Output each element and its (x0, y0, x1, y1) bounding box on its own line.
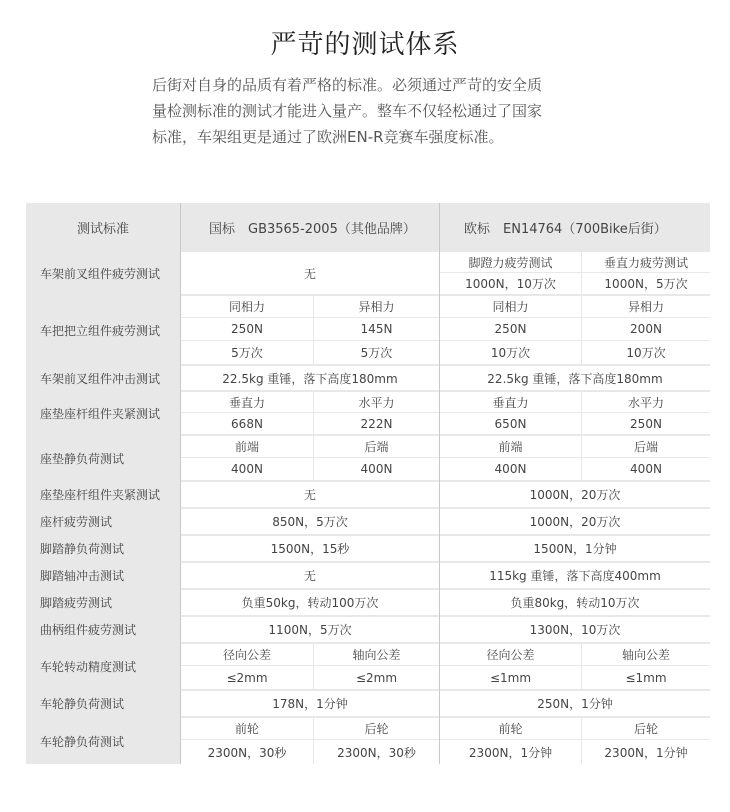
table-cell: 负重50kg，转动100万次 (181, 590, 439, 615)
table-cell: 400N (314, 458, 439, 480)
table-cell: ≤2mm (181, 666, 313, 689)
table-cell: 668N (181, 413, 313, 434)
table-subheader: 轴向公差 (582, 644, 710, 665)
intro-line: 后街对自身的品质有着严格的标准。必须通过严苛的安全质 (152, 76, 543, 94)
table-subheader: 垂直力 (181, 392, 313, 412)
row-label: 座垫座杆组件夹紧测试 (26, 482, 180, 507)
intro-line: 标准，车架组更是通过了欧洲EN-R竞赛车强度标准。 (152, 128, 504, 146)
row-label: 曲柄组件疲劳测试 (26, 617, 180, 642)
table-cell: 250N (181, 318, 313, 340)
table-subheader: 后端 (314, 436, 439, 457)
table-subheader: 径向公差 (440, 644, 581, 665)
table-subheader: 水平力 (314, 392, 439, 412)
table-subheader: 垂直力 (440, 392, 581, 412)
table-subheader: 前轮 (440, 718, 581, 739)
table-subheader: 前端 (440, 436, 581, 457)
table-cell: 250N (582, 413, 710, 434)
table-subheader: 垂直力疲劳测试 (582, 252, 710, 272)
table-cell: 1000N，20万次 (440, 509, 710, 534)
row-label: 车把把立组件疲劳测试 (26, 296, 180, 364)
row-label: 座垫座杆组件夹紧测试 (26, 392, 180, 434)
table-cell: 5万次 (314, 341, 439, 364)
table-cell: ≤1mm (582, 666, 710, 689)
table-cell: 2300N，1分钟 (440, 740, 581, 764)
table-subheader: 异相力 (582, 296, 710, 317)
header-gb-standard: 国标 GB3565-2005（其他品牌） (181, 203, 439, 252)
table-subheader: 前端 (181, 436, 313, 457)
header-test-standard: 测试标准 (26, 203, 180, 252)
table-cell: 1000N，20万次 (440, 482, 710, 507)
table-cell: 650N (440, 413, 581, 434)
table-cell: 400N (582, 458, 710, 480)
row-label: 车轮转动精度测试 (26, 644, 180, 689)
table-cell: 2300N，30秒 (181, 740, 313, 764)
table-cell: 850N，5万次 (181, 509, 439, 534)
table-cell: ≤1mm (440, 666, 581, 689)
table-cell: 1000N，5万次 (582, 273, 710, 294)
table-cell: 2300N，1分钟 (582, 740, 710, 764)
test-standards-table (26, 203, 710, 764)
table-cell: 1500N，1分钟 (440, 536, 710, 561)
row-label: 座垫静负荷测试 (26, 436, 180, 480)
row-label: 脚踏疲劳测试 (26, 590, 180, 615)
intro-line: 量检测标准的测试才能进入量产。整车不仅轻松通过了国家 (152, 102, 543, 120)
page-title: 严苛的测试体系 (270, 30, 460, 60)
table-cell: 1100N，5万次 (181, 617, 439, 642)
table-subheader: 后轮 (314, 718, 439, 739)
table-subheader: 后端 (582, 436, 710, 457)
table-cell: 1000N，10万次 (440, 273, 581, 294)
table-subheader: 同相力 (181, 296, 313, 317)
table-cell: 无 (181, 482, 439, 507)
table-subheader: 异相力 (314, 296, 439, 317)
table-cell: 5万次 (181, 341, 313, 364)
table-cell: 1500N，15秒 (181, 536, 439, 561)
table-cell: 10万次 (440, 341, 581, 364)
table-cell: 22.5kg 重锤，落下高度180mm (181, 366, 439, 390)
table-subheader: 水平力 (582, 392, 710, 412)
table-cell: 400N (181, 458, 313, 480)
table-cell: 400N (440, 458, 581, 480)
row-label: 脚踏轴冲击测试 (26, 563, 180, 588)
table-cell: 115kg 重锤，落下高度400mm (440, 563, 710, 588)
table-cell: 1300N，10万次 (440, 617, 710, 642)
table-cell: 22.5kg 重锤，落下高度180mm (440, 366, 710, 390)
table-subheader: 后轮 (582, 718, 710, 739)
row-label: 车轮静负荷测试 (26, 718, 180, 764)
table-cell: 250N (440, 318, 581, 340)
table-subheader: 前轮 (181, 718, 313, 739)
table-cell: 178N，1分钟 (181, 691, 439, 716)
table-subheader: 径向公差 (181, 644, 313, 665)
table-subheader: 脚蹬力疲劳测试 (440, 252, 581, 272)
table-cell: 无 (181, 563, 439, 588)
table-cell: 负重80kg，转动10万次 (440, 590, 710, 615)
table-cell: 200N (582, 318, 710, 340)
row-label: 车架前叉组件冲击测试 (26, 366, 180, 390)
table-cell: 2300N，30秒 (314, 740, 439, 764)
row-label: 车轮静负荷测试 (26, 691, 180, 716)
table-subheader: 轴向公差 (314, 644, 439, 665)
row-label: 脚踏静负荷测试 (26, 536, 180, 561)
table-cell: 145N (314, 318, 439, 340)
row-label: 座杆疲劳测试 (26, 509, 180, 534)
table-cell: 无 (181, 252, 439, 294)
table-cell: ≤2mm (314, 666, 439, 689)
header-en-standard: 欧标 EN14764（700Bike后街） (440, 203, 710, 252)
table-cell: 250N，1分钟 (440, 691, 710, 716)
table-cell: 10万次 (582, 341, 710, 364)
table-cell: 222N (314, 413, 439, 434)
intro-paragraph (152, 72, 592, 150)
table-subheader: 同相力 (440, 296, 581, 317)
row-label: 车架前叉组件疲劳测试 (26, 252, 180, 294)
